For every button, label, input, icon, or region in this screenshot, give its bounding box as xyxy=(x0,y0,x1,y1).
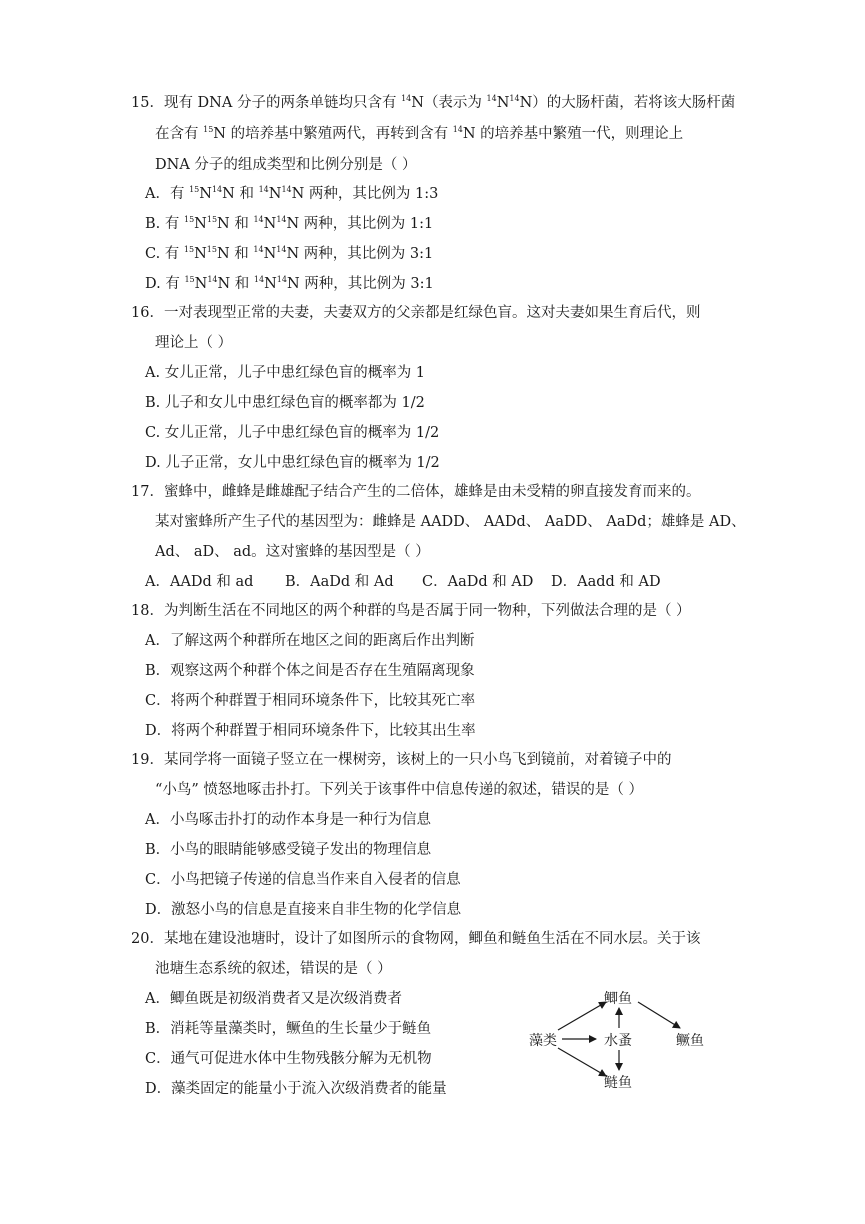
q18-option-b: B．观察这两个种群个体之间是否存在生殖隔离现象 xyxy=(145,663,475,679)
q18-option-d: D．将两个种群置于相同环境条件下，比较其出生率 xyxy=(145,723,476,739)
node-crucian-carp: 鲫鱼 xyxy=(604,991,632,1007)
q15-stem-line3: DNA 分子的组成类型和比例分别是（ ） xyxy=(155,157,417,173)
q20-option-d: D．藻类固定的能量小于流入次级消费者的能量 xyxy=(145,1081,447,1097)
q18-option-c: C．将两个种群置于相同环境条件下，比较其死亡率 xyxy=(145,693,476,709)
q16-option-b: B. 儿子和女儿中患红绿色盲的概率都为 1/2 xyxy=(145,395,425,411)
q16-option-d: D. 儿子正常，女儿中患红绿色盲的概率为 1/2 xyxy=(145,455,440,471)
q18-stem: 18．为判断生活在不同地区的两个种群的鸟是否属于同一物种，下列做法合理的是（ ） xyxy=(131,603,691,619)
q16-option-a: A. 女儿正常，儿子中患红绿色盲的概率为 1 xyxy=(145,365,426,381)
q16-stem-line1: 16．一对表现型正常的夫妻，夫妻双方的父亲都是红绿色盲。这对夫妻如果生育后代，则 xyxy=(131,305,701,321)
q16-option-c: C. 女儿正常，儿子中患红绿色盲的概率为 1/2 xyxy=(145,425,440,441)
q16-stem-line2: 理论上（ ） xyxy=(155,335,233,351)
arrow-algae-to-silver-carp xyxy=(558,1048,606,1076)
q17-stem-line3: Ad、 aD、 ad。这对蜜蜂的基因型是（ ） xyxy=(155,544,430,560)
q17-stem-line2: 某对蜜蜂所产生子代的基因型为：雌蜂是 AADD、 AADd、 AaDD、 AaDd；雄蜂是 AD、 xyxy=(155,514,746,530)
arrow-algae-to-crucian xyxy=(558,1002,606,1030)
q15-stem-line2: 在含有 $^{15}$N 的培养基中繁殖两代，再转到含有 $^{14}$N 的培养基中繁殖一代，则理论上 xyxy=(155,125,684,142)
q18-option-a: A．了解这两个种群所在地区之间的距离后作出判断 xyxy=(145,633,475,649)
q19-stem-line2: “小鸟” 愤怒地啄击扑打。下列关于该事件中信息传递的叙述，错误的是（ ） xyxy=(155,782,644,798)
q15-option-a: A．有 $^{15}N^{14}N$ 和 $^{14}N^{14}N$ 两种，其比例为 1:3 xyxy=(145,185,439,202)
q20-stem-line2: 池塘生态系统的叙述，错误的是（ ） xyxy=(155,961,392,977)
q20-option-c: C．通气可促进水体中生物残骸分解为无机物 xyxy=(145,1051,432,1067)
q15-option-c: C. 有 $^{15}N^{15}N$ 和 $^{14}N^{14}N$ 两种，其比例为 3:1 xyxy=(145,245,434,262)
node-algae: 藻类 xyxy=(529,1033,557,1049)
q20-option-b: B．消耗等量藻类时，鳜鱼的生长量少于鲢鱼 xyxy=(145,1021,432,1037)
q19-option-a: A．小鸟啄击扑打的动作本身是一种行为信息 xyxy=(145,812,431,828)
q20-option-a: A．鲫鱼既是初级消费者又是次级消费者 xyxy=(145,991,402,1007)
q19-option-c: C．小鸟把镜子传递的信息当作来自入侵者的信息 xyxy=(145,872,461,888)
q17-option-c: C．AaDd 和 AD xyxy=(422,574,534,590)
q17-option-a: A．AADd 和 ad xyxy=(145,574,254,590)
arrow-crucian-to-mandarin xyxy=(638,1002,680,1028)
q15-option-b: B. 有 $^{15}N^{15}N$ 和 $^{14}N^{14}N$ 两种，其比例为 1:1 xyxy=(145,215,434,232)
q17-option-b: B．AaDd 和 Ad xyxy=(285,574,394,590)
q19-option-b: B．小鸟的眼睛能够感受镜子发出的物理信息 xyxy=(145,842,432,858)
q20-stem-line1: 20．某地在建设池塘时，设计了如图所示的食物网，鲫鱼和鲢鱼生活在不同水层。关于该 xyxy=(131,931,701,947)
q15-stem-line1: 15．现有 DNA 分子的两条单链均只含有 $^{14}$N（表示为 $^{14}N^{14}N$）的大肠杆菌，若将该大肠杆菌 xyxy=(131,94,736,111)
node-mandarin-fish: 鳜鱼 xyxy=(676,1033,704,1049)
q19-stem-line1: 19．某同学将一面镜子竖立在一棵树旁，该树上的一只小鸟飞到镜前，对着镜子中的 xyxy=(131,752,672,768)
q15-option-d: D. 有 $^{15}N^{14}N$ 和 $^{14}N^{14}N$ 两种，其比例为 3:1 xyxy=(145,275,434,292)
node-daphnia: 水蚤 xyxy=(604,1033,632,1049)
q19-option-d: D．激怒小鸟的信息是直接来自非生物的化学信息 xyxy=(145,902,462,918)
q17-stem-line1: 17．蜜蜂中，雌蜂是雌雄配子结合产生的二倍体，雄蜂是由未受精的卵直接发育而来的。 xyxy=(131,484,701,500)
node-silver-carp: 鲢鱼 xyxy=(604,1075,632,1091)
q17-option-d: D．Aadd 和 AD xyxy=(551,574,661,590)
